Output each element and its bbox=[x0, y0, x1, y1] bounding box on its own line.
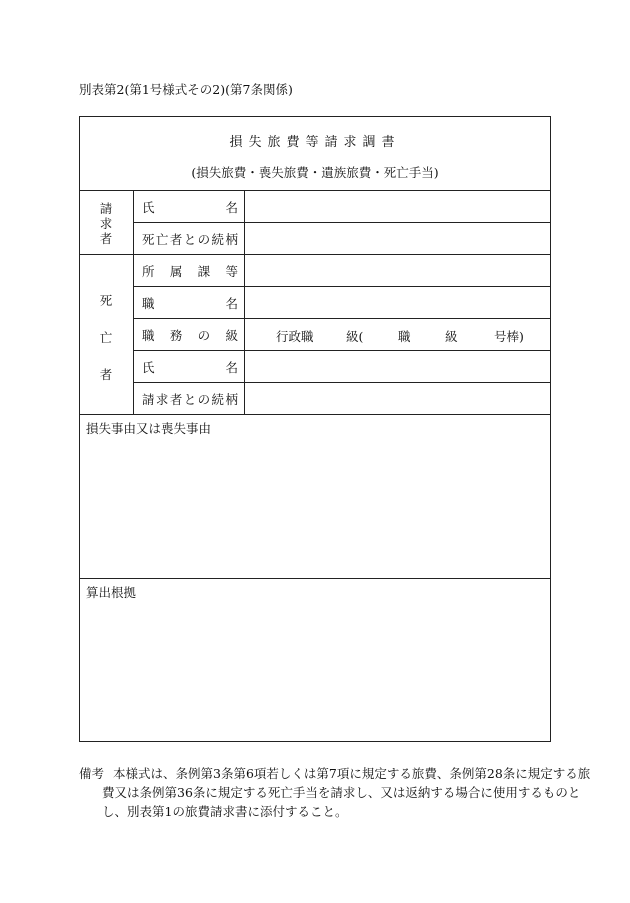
deceased-group-label: 死 亡 者 bbox=[99, 293, 113, 382]
remarks-heading: 備考 bbox=[79, 766, 105, 781]
remarks-line-2: 費又は条例第36条に規定する死亡手当を請求し、又は返納する場合に使用するものと bbox=[102, 785, 581, 800]
rank-value: 行政職 級( 職 級 号棒) bbox=[276, 329, 524, 344]
form-subtitle: (損失旅費・喪失旅費・遺族旅費・死亡手当) bbox=[191, 165, 439, 180]
form-reference-header: 別表第2(第1号様式その2)(第7条関係) bbox=[79, 82, 293, 97]
divider bbox=[80, 578, 550, 579]
form-title: 損失旅費等請求調書 bbox=[229, 135, 401, 150]
claimant-group-label: 請 求 者 bbox=[99, 201, 113, 246]
column-divider bbox=[244, 190, 245, 414]
deceased-name-label: 氏 名 bbox=[142, 359, 238, 375]
deceased-relation-label: 請 求 者 と の 続 柄 bbox=[142, 391, 238, 407]
reason-section-label: 損失事由又は喪失事由 bbox=[86, 421, 212, 436]
basis-section-label: 算出根拠 bbox=[86, 585, 137, 600]
rank-label: 職 務 の 級 bbox=[142, 327, 238, 343]
position-label: 職 名 bbox=[142, 295, 238, 311]
claimant-name-label: 氏 名 bbox=[142, 199, 238, 215]
remarks-line-3: し、別表第1の旅費請求書に添付すること。 bbox=[102, 804, 348, 819]
department-label: 所 属 課 等 bbox=[142, 263, 238, 279]
column-divider bbox=[133, 190, 134, 414]
claim-form bbox=[79, 116, 551, 742]
remarks-line-1: 本様式は、条例第3条第6項若しくは第7項に規定する旅費、条例第28条に規定する旅 bbox=[113, 766, 591, 781]
divider bbox=[80, 414, 550, 415]
claimant-relation-label: 死 亡 者 と の 続 柄 bbox=[142, 231, 238, 247]
